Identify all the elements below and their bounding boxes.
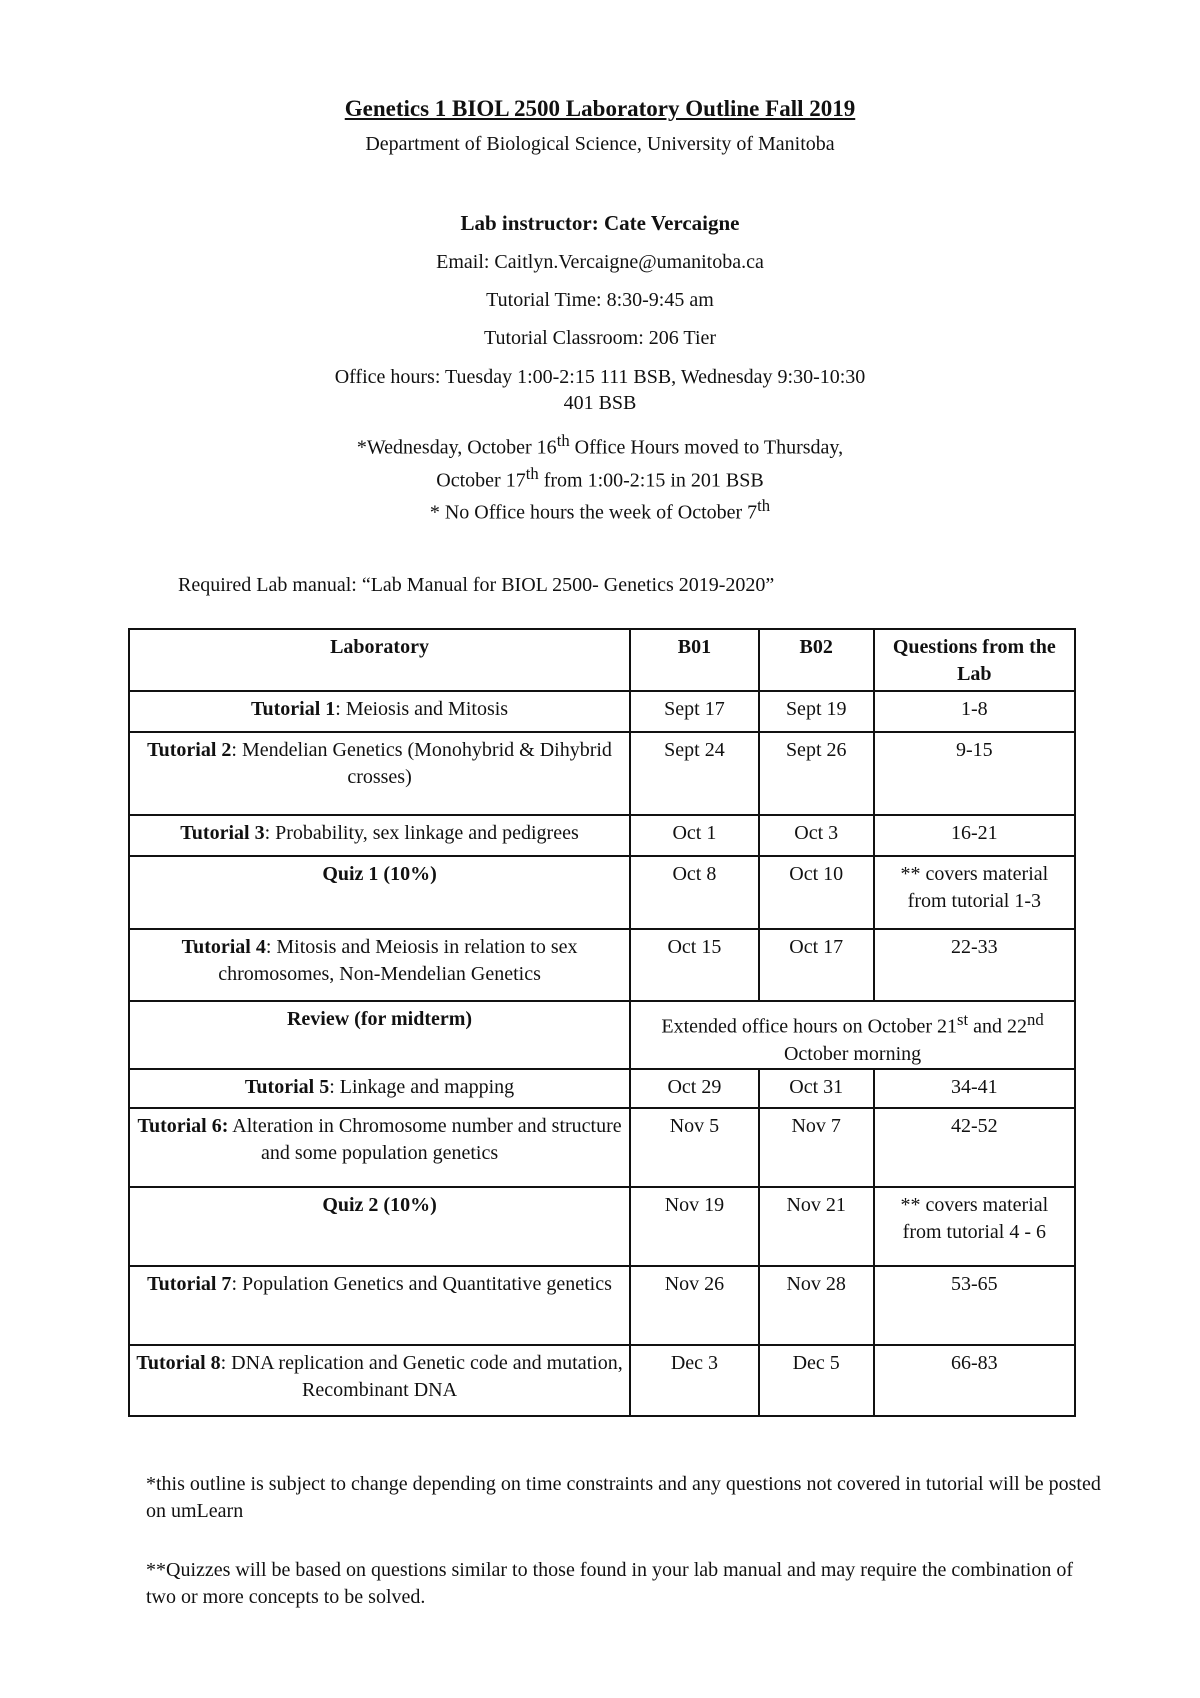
review-note (630, 1001, 1075, 1069)
table-row (129, 1345, 1075, 1416)
questions-range: 9-15 (874, 732, 1075, 815)
b02-date: Oct 17 (759, 929, 874, 1001)
laboratory-cell (129, 929, 630, 1001)
table-row (129, 815, 1075, 856)
header-questions: Questions from the Lab (874, 629, 1075, 691)
no-office-hours-text: * No Office hours the week of October 7 (429, 501, 758, 524)
laboratory-cell (129, 1345, 630, 1416)
table-row (129, 1266, 1075, 1345)
superscript: th (556, 431, 570, 450)
questions-range: 22-33 (874, 929, 1075, 1001)
laboratory-cell (129, 1187, 630, 1266)
office-hours (0, 364, 1200, 416)
review-label: Review (for midterm) (129, 1001, 630, 1069)
table-row (129, 1187, 1075, 1266)
laboratory-cell (129, 1069, 630, 1108)
tutorial-label: Tutorial 5 (244, 1075, 330, 1098)
footnote-outline-subject-to-change: *this outline is subject to change depending on time constraints and any questions not covered in tutorial will be posted on umLearn (146, 1473, 1101, 1522)
change-note-text: October 17 (436, 469, 526, 492)
change-note-text: *Wednesday, October 16 (356, 436, 557, 459)
office-hours-line-1: Office hours: Tuesday 1:00-2:15 111 BSB, Wednesday 9:30-10:30 (334, 366, 866, 388)
change-note-text: Office Hours moved to Thursday, (569, 436, 844, 459)
questions-range: 34-41 (874, 1069, 1075, 1108)
change-note-line-2 (0, 461, 1200, 494)
instructor-email: Email: Caitlyn.Vercaigne@umanitoba.ca (436, 251, 764, 273)
lab-schedule-table (128, 628, 1076, 1417)
tutorial-label: Tutorial 6: (137, 1114, 229, 1137)
table-row (129, 691, 1075, 732)
b02-date: Sept 19 (759, 691, 874, 732)
table-row (129, 1001, 1075, 1069)
b02-date: Nov 21 (759, 1187, 874, 1266)
b01-date: Oct 29 (630, 1069, 759, 1108)
quiz-label: Quiz 2 (10%) (322, 1193, 437, 1216)
b01-date: Nov 19 (630, 1187, 759, 1266)
tutorial-label: Tutorial 4 (181, 936, 266, 958)
superscript: st (957, 1010, 969, 1029)
questions-range: 16-21 (874, 815, 1075, 856)
change-note-text: from 1:00-2:15 in 201 BSB (538, 469, 764, 492)
b01-date: Oct 8 (630, 856, 759, 929)
department-line: Department of Biological Science, University of Manitoba (365, 133, 835, 155)
tutorial-label: Tutorial 1 (251, 698, 336, 720)
table-row (129, 1069, 1075, 1108)
tutorial-topic: : Linkage and mapping (329, 1075, 515, 1098)
tutorial-label: Tutorial 3 (180, 822, 265, 844)
document-title: Genetics 1 BIOL 2500 Laboratory Outline Fall 2019 (344, 96, 856, 121)
table-row (129, 1108, 1075, 1187)
laboratory-cell (129, 732, 630, 815)
tutorial-topic: : Mendelian Genetics (Monohybrid & Dihybrid crosses) (231, 739, 612, 788)
superscript: th (757, 496, 771, 515)
required-lab-manual: Required Lab manual: “Lab Manual for BIOL 2500- Genetics 2019-2020” (178, 574, 775, 596)
questions-range: 53-65 (874, 1266, 1075, 1345)
laboratory-cell (129, 856, 630, 929)
review-text: Extended office hours on October 21 (661, 1015, 958, 1038)
b01-date: Oct 15 (630, 929, 759, 1001)
office-hours-line-2: 401 BSB (563, 392, 637, 414)
office-hours-change-note (0, 428, 1200, 493)
laboratory-cell (129, 1108, 630, 1187)
b01-date: Sept 17 (630, 691, 759, 732)
superscript: nd (1027, 1010, 1044, 1029)
b01-date: Sept 24 (630, 732, 759, 815)
tutorial-topic: : Population Genetics and Quantitative genetics (231, 1272, 612, 1295)
superscript: th (525, 463, 539, 483)
tutorial-topic: : Meiosis and Mitosis (335, 698, 509, 720)
header-laboratory: Laboratory (129, 629, 630, 691)
laboratory-cell (129, 815, 630, 856)
laboratory-cell (129, 691, 630, 732)
b01-date: Dec 3 (630, 1345, 759, 1416)
tutorial-classroom: Tutorial Classroom: 206 Tier (483, 327, 717, 349)
b02-date: Nov 7 (759, 1108, 874, 1187)
quiz-label: Quiz 1 (10%) (322, 863, 437, 885)
tutorial-topic: : DNA replication and Genetic code and mutation, Recombinant DNA (220, 1351, 623, 1401)
header-b01: B01 (630, 629, 759, 691)
header-b02: B02 (759, 629, 874, 691)
questions-range: ** covers material from tutorial 1-3 (874, 856, 1075, 929)
review-text: and 22 (968, 1015, 1028, 1038)
questions-range: 1-8 (874, 691, 1075, 732)
lab-instructor: Lab instructor: Cate Vercaigne (460, 211, 740, 235)
tutorial-topic: : Probability, sex linkage and pedigrees (264, 822, 579, 844)
questions-range: 66-83 (874, 1345, 1075, 1416)
table-row (129, 929, 1075, 1001)
tutorial-label: Tutorial 7 (147, 1272, 232, 1295)
b02-date: Oct 10 (759, 856, 874, 929)
b02-date: Oct 3 (759, 815, 874, 856)
tutorial-topic: : Mitosis and Meiosis in relation to sex chromosomes, Non-Mendelian Genetics (218, 936, 578, 985)
b02-date: Nov 28 (759, 1266, 874, 1345)
laboratory-cell (129, 1266, 630, 1345)
tutorial-topic: Alteration in Chromosome number and structure and some population genetics (228, 1114, 622, 1164)
review-text: October morning (783, 1042, 922, 1065)
no-office-hours-note (0, 493, 1200, 526)
b01-date: Oct 1 (630, 815, 759, 856)
table-header-row (129, 629, 1075, 691)
b02-date: Oct 31 (759, 1069, 874, 1108)
tutorial-label: Tutorial 2 (147, 739, 232, 761)
tutorial-time: Tutorial Time: 8:30-9:45 am (486, 289, 714, 311)
table-row (129, 856, 1075, 929)
b01-date: Nov 26 (630, 1266, 759, 1345)
footnote-quizzes: **Quizzes will be based on questions similar to those found in your lab manual and may require the combination of two or more concepts to be solved. (146, 1559, 1074, 1608)
b02-date: Dec 5 (759, 1345, 874, 1416)
questions-range: ** covers material from tutorial 4 - 6 (874, 1187, 1075, 1266)
tutorial-label: Tutorial 8 (136, 1351, 221, 1374)
b02-date: Sept 26 (759, 732, 874, 815)
change-note-line-1 (0, 428, 1200, 461)
b01-date: Nov 5 (630, 1108, 759, 1187)
questions-range: 42-52 (874, 1108, 1075, 1187)
table-row (129, 732, 1075, 815)
